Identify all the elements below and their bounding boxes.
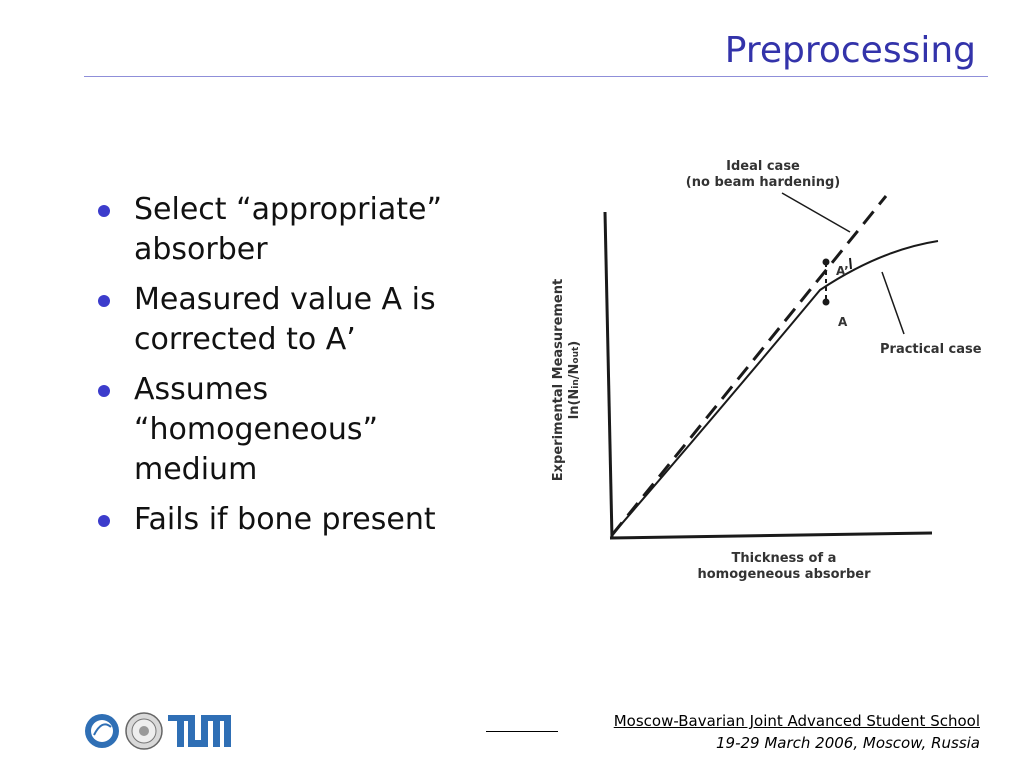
university-seal-icon xyxy=(126,713,162,749)
x-axis xyxy=(610,533,932,538)
ideal-case-pointer xyxy=(782,193,850,232)
logo-group xyxy=(84,711,234,751)
point-label-corrected: A’ xyxy=(836,264,849,278)
bullet-dot-icon xyxy=(98,515,110,527)
bullet-dot-icon xyxy=(98,295,110,307)
slide-title: Preprocessing xyxy=(724,30,976,71)
bullet-item xyxy=(98,280,498,360)
practical-case-curve xyxy=(612,241,938,535)
school-logo-icon xyxy=(85,714,119,748)
bullet-text: Select “appropriate” absorber xyxy=(134,192,442,267)
ideal-case-label: Ideal case xyxy=(726,159,800,174)
bullet-item xyxy=(98,500,498,540)
title-divider xyxy=(84,76,988,77)
footer-divider xyxy=(486,731,558,732)
tick-mark xyxy=(850,258,851,269)
tum-logo-icon xyxy=(168,715,231,747)
bullet-text: Measured value A is corrected to A’ xyxy=(134,282,436,357)
footer-date: 19-29 March 2006, Moscow, Russia xyxy=(715,734,980,752)
measured-point-marker xyxy=(823,299,830,306)
ideal-case-line xyxy=(612,196,886,535)
y-axis-label-line2: ln(Nin/Nout) xyxy=(567,340,582,420)
diagram-canvas xyxy=(530,150,1000,590)
y-axis-label-line1: Experimental Measurement xyxy=(551,278,566,482)
y-axis-title xyxy=(551,279,582,481)
footer-school-name: Moscow-Bavarian Joint Advanced Student School xyxy=(613,712,980,730)
bullet-text: Assumes “homogeneous” medium xyxy=(134,372,378,487)
bullet-item xyxy=(98,370,498,490)
y-axis xyxy=(605,212,612,539)
x-axis-label-line2: homogeneous absorber xyxy=(697,567,871,582)
corrected-point-marker xyxy=(823,259,830,266)
practical-case-pointer xyxy=(882,272,904,334)
bullet-list xyxy=(98,190,498,550)
x-axis-label-line1: Thickness of a xyxy=(731,551,837,566)
ideal-case-sublabel: (no beam hardening) xyxy=(685,175,841,190)
bullet-text: Fails if bone present xyxy=(134,502,436,537)
bullet-dot-icon xyxy=(98,205,110,217)
practical-case-label: Practical case xyxy=(880,342,982,357)
point-label-measured: A xyxy=(838,315,848,329)
footer-logos xyxy=(84,711,234,751)
bullet-item xyxy=(98,190,498,270)
beam-hardening-diagram xyxy=(530,150,1000,590)
bullet-dot-icon xyxy=(98,385,110,397)
